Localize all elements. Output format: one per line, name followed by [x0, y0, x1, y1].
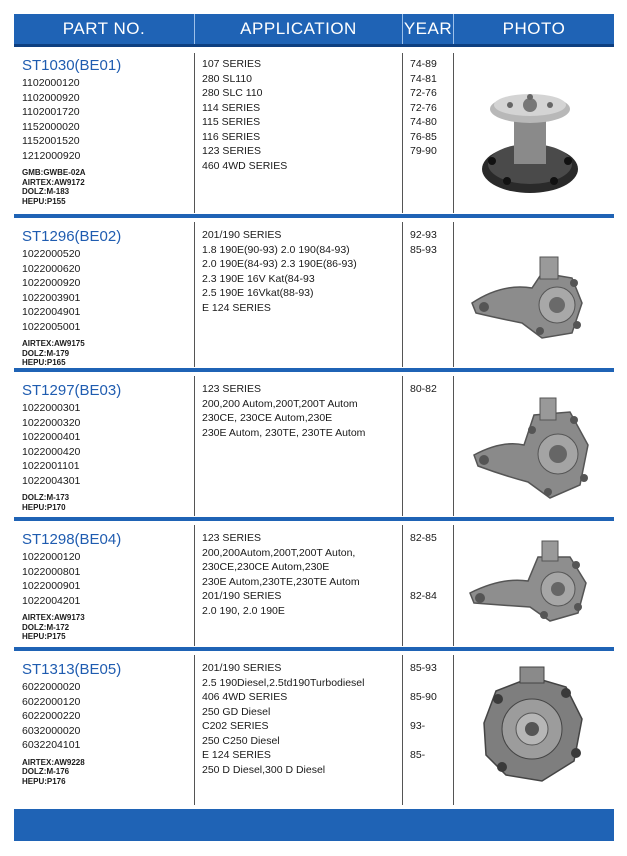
oe-number: 1022003901: [22, 291, 81, 304]
application-line: 123 SERIES: [202, 145, 261, 157]
application-line: 250 C250 Diesel: [202, 734, 280, 747]
oe-number: 6022000020: [22, 681, 81, 693]
year-range: 82-84: [410, 590, 437, 602]
part-cell: [22, 661, 192, 786]
oe-number: 1022000901: [22, 580, 81, 592]
oe-number: 6032204101: [22, 739, 81, 751]
application-line: 406 4WD SERIES: [202, 691, 288, 703]
year-range: 72-76: [410, 87, 437, 99]
cross-reference: DOLZ:M-176: [22, 767, 70, 776]
oe-number: 1022005001: [22, 320, 81, 333]
year-range: 92-93: [410, 229, 437, 241]
application-line: 200,200Autom,200T,200T Auton,: [202, 546, 356, 559]
application-line: 2.0 190, 2.0 190E: [202, 604, 285, 617]
application-line: 230CE, 230CE Autom,230E: [202, 412, 333, 424]
application-line: E 124 SERIES: [202, 749, 271, 761]
application-line: 201/190 SERIES: [202, 590, 282, 602]
cross-reference: AIRTEX:AW9228: [22, 757, 85, 767]
year-range: 85-93: [410, 662, 437, 674]
application-line: 250 D Diesel,300 D Diesel: [202, 763, 326, 776]
header-application: APPLICATION: [240, 19, 357, 38]
water-pump-photo: [462, 663, 602, 793]
part-number: ST1298(BE04): [22, 531, 122, 548]
application-line: 201/190 SERIES: [202, 662, 282, 674]
application-line: 123 SERIES: [202, 383, 261, 395]
year-cell: [410, 228, 450, 257]
application-line: 114 SERIES: [202, 101, 261, 114]
oe-number: 1022004201: [22, 594, 81, 607]
application-cell: [202, 228, 407, 315]
application-line: 115 SERIES: [202, 116, 261, 128]
cross-reference: DOLZ:M-172: [22, 622, 70, 632]
cross-reference: DOLZ:M-173: [22, 493, 70, 502]
application-line: 230E Autom,230TE,230TE Autom: [202, 575, 360, 588]
oe-number: 6022000220: [22, 710, 81, 722]
application-line: 280 SL110: [202, 72, 253, 85]
application-line: 201/190 SERIES: [202, 229, 282, 241]
oe-number: 6032000020: [22, 724, 81, 737]
part-number: ST1297(BE03): [22, 382, 122, 399]
application-line: 230CE,230CE Autom,230E: [202, 561, 330, 573]
part-cell: [22, 228, 192, 368]
cross-reference: AIRTEX:AW9175: [22, 339, 85, 348]
year-cell: [410, 531, 450, 604]
year-range: 80-82: [410, 383, 437, 395]
year-range: 85-93: [410, 243, 437, 256]
application-line: 280 SLC 110: [202, 87, 263, 99]
application-line: 2.3 190E 16V Kat(84-93: [202, 272, 315, 285]
year-range: 79-90: [410, 145, 437, 157]
cross-reference: DOLZ:M-183: [22, 187, 70, 196]
cross-reference: HEPU:P170: [22, 502, 66, 512]
cross-reference: AIRTEX:AW9172: [22, 177, 85, 187]
oe-number: 1022000401: [22, 431, 81, 443]
oe-number: 1152000020: [22, 120, 80, 133]
oe-number: 1022001101: [22, 460, 80, 472]
application-cell: [202, 661, 407, 777]
oe-number: 1022000420: [22, 445, 81, 458]
application-line: 2.0 190E(84-93) 2.3 190E(86-93): [202, 258, 357, 270]
water-pump-photo: [462, 243, 602, 353]
column-divider: [194, 222, 195, 367]
header-photo: PHOTO: [502, 19, 566, 38]
oe-number: 1022000801: [22, 565, 81, 578]
oe-number: 1212000920: [22, 149, 81, 162]
oe-number: 1022000320: [22, 416, 81, 429]
oe-number: 1022000520: [22, 248, 81, 260]
application-line: 1.8 190E(90-93) 2.0 190(84-93): [202, 243, 350, 256]
oe-number: 1102001720: [22, 106, 80, 118]
column-divider: [453, 53, 454, 213]
header-part-no: PART NO.: [62, 19, 146, 38]
table-row: [14, 521, 614, 647]
year-cell: [410, 382, 450, 397]
part-cell: [22, 531, 192, 642]
year-cell: [410, 661, 450, 763]
water-pump-photo: [462, 535, 602, 630]
application-cell: [202, 382, 407, 440]
application-cell: [202, 531, 407, 618]
catalog-page: [14, 14, 614, 841]
application-line: E 124 SERIES: [202, 301, 271, 314]
part-cell: [22, 57, 192, 206]
oe-number: 1022000920: [22, 277, 81, 289]
year-range: 72-76: [410, 101, 437, 114]
table-row: [14, 372, 614, 517]
year-range: 93-: [410, 720, 426, 732]
application-line: 200,200 Autom,200T,200T Autom: [202, 397, 358, 410]
oe-number: 1152001520: [22, 135, 80, 147]
application-line: 230E Autom, 230TE, 230TE Autom: [202, 426, 366, 439]
water-pump-photo: [462, 69, 602, 199]
application-line: C202 SERIES: [202, 720, 269, 732]
cross-reference: HEPU:P165: [22, 358, 66, 367]
cross-reference: HEPU:P155: [22, 196, 66, 206]
application-line: 250 GD Diesel: [202, 705, 271, 718]
year-range: 74-89: [410, 58, 437, 70]
application-line: 123 SERIES: [202, 532, 261, 544]
column-divider: [194, 376, 195, 516]
part-number: ST1030(BE01): [22, 57, 122, 74]
part-cell: [22, 382, 192, 512]
application-line: 116 SERIES: [202, 130, 261, 143]
part-number: ST1313(BE05): [22, 661, 122, 678]
column-divider: [453, 525, 454, 646]
oe-number: 1022000620: [22, 262, 81, 275]
oe-number: 1102000120: [22, 77, 80, 89]
table-header: [14, 14, 614, 47]
application-line: 107 SERIES: [202, 58, 261, 70]
application-line: 2.5 190E 16Vkat(88-93): [202, 287, 314, 299]
application-line: 2.5 190Diesel,2.5td190Turbodiesel: [202, 676, 365, 689]
application-cell: [202, 57, 407, 173]
table-row: [14, 651, 614, 809]
water-pump-photo: [462, 390, 602, 505]
cross-reference: GMB:GWBE-02A: [22, 168, 86, 177]
table-row: [14, 47, 614, 214]
column-divider: [453, 376, 454, 516]
cross-reference: AIRTEX:AW9173: [22, 613, 85, 622]
column-divider: [194, 655, 195, 805]
part-number: ST1296(BE02): [22, 228, 122, 245]
oe-number: 1022004301: [22, 474, 81, 487]
header-year: YEAR: [403, 19, 453, 38]
year-range: 74-80: [410, 116, 437, 128]
year-range: 74-81: [410, 72, 437, 85]
oe-number: 1022004901: [22, 306, 81, 318]
year-range: 85-90: [410, 691, 437, 703]
year-cell: [410, 57, 450, 159]
column-divider: [453, 222, 454, 367]
oe-number: 1022000301: [22, 402, 81, 414]
footer-band: [14, 809, 614, 841]
column-divider: [194, 525, 195, 646]
year-range: 85-: [410, 749, 426, 761]
cross-reference: HEPU:P175: [22, 632, 66, 641]
column-divider: [194, 53, 195, 213]
table-row: [14, 218, 614, 368]
oe-number: 6022000120: [22, 695, 81, 708]
cross-reference: DOLZ:M-179: [22, 348, 70, 358]
year-range: 82-85: [410, 532, 437, 544]
cross-reference: HEPU:P176: [22, 776, 66, 786]
oe-number: 1022000120: [22, 551, 81, 563]
oe-number: 1102000920: [22, 91, 80, 104]
year-range: 76-85: [410, 130, 437, 143]
application-line: 460 4WD SERIES: [202, 159, 288, 172]
column-divider: [453, 655, 454, 805]
